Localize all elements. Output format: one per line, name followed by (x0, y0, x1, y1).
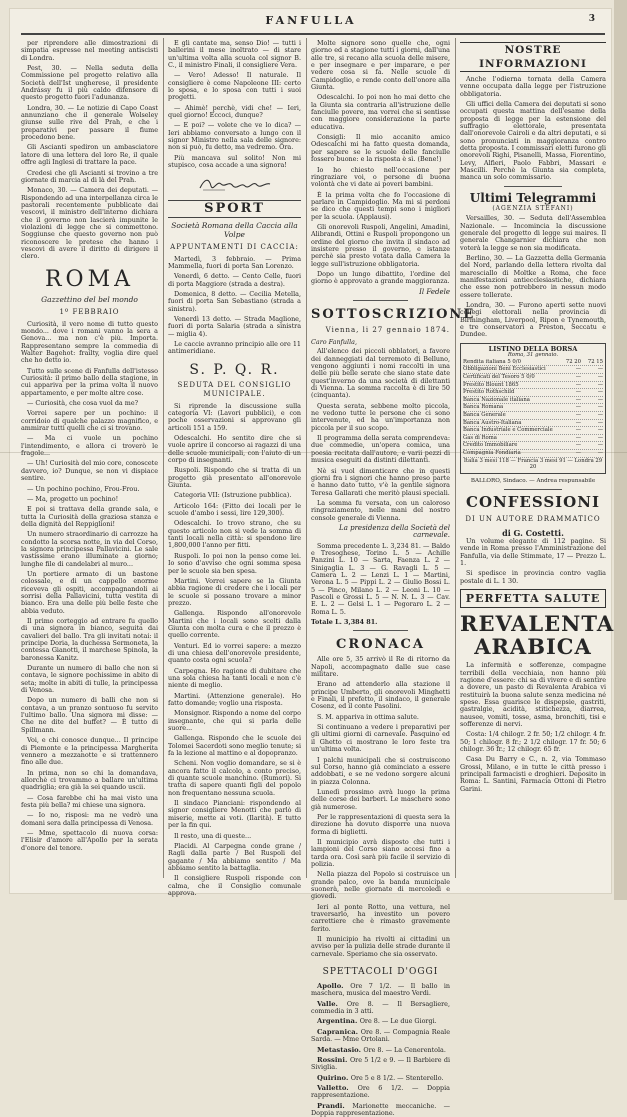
paragraph: Odescalchi. Io poi non ho mai detto che la Giunta sia contraria all'istruzione delle fanciulle povere, ma vorrei che si sentisse con maggiore considerazione la parte educativa. (311, 93, 450, 131)
borsa-price: — (575, 396, 581, 403)
borsa-security: Prestito Rothschild (463, 389, 515, 396)
spettacolo-text: Ore 8. — Le due Giorgi. (359, 1017, 437, 1026)
column-2 (168, 39, 301, 897)
borsa-security: Obbligazioni Beni Ecclesiastici (463, 366, 546, 373)
paragraph: Un portiere armato di un bastone colossale, e di un cappello enorme riceveva gli ospiti, accompagnandoli ai sorrisi della Pallavicini, tutta vestita di bianco. Era una delle più belle feste che abbia veduto. (21, 569, 158, 615)
appointment-item: Domenica, 8 detto. — Cecilia Metella, fuori di porta San Sebastiano (strada a sinistra). (168, 289, 301, 313)
borsa-price: — (575, 412, 581, 418)
borsa-title: LISTINO DELLA BORSA (488, 344, 578, 353)
paragraph: Si continuano a vedere i preparativi per gli ultimi giorni di carnevale. Pasquino ed il Ghetto ci mostrano le loro feste tra un'ultima volta. (311, 723, 450, 754)
borsa-price: — (575, 366, 581, 373)
spettacolo-item (311, 983, 450, 998)
paragraph: Ruspoli. Rispondo che si tratta di un progetto già presentato all'onorevole Giunta. (168, 466, 301, 490)
telegram-subtitle: (AGENZIA STEFANI) (492, 204, 574, 212)
cronaca-article (311, 656, 450, 958)
spettacolo-item (311, 1001, 450, 1016)
borsa-security: Certificati del Tesoro 5 0/0 (463, 374, 535, 381)
appointment-item: Le caccie avranno principio alle ore 11 antimeridiane. (168, 339, 301, 356)
appointment-item: Venerdì, 6 detto. — Cento Celle, fuori di porta Maggiore (strada a destra). (168, 272, 301, 288)
paragraph: È la prima volta che fo l'occasione di parlare in Campidoglio. Ma mi si perdoni se dico che questi tempi sono i migliori per la scuola. (Applausi). (311, 190, 450, 221)
paragraph: — Ma ci vuole un pochino l'intendimento, e allora ci troverò le fragole... (21, 434, 158, 458)
borsa-price: — (597, 427, 603, 434)
cronaca-heading: CRONACA (336, 637, 425, 653)
borsa-note: BALLORO, Sindaco. — Andrea respunsabile (470, 477, 596, 484)
borsa-price: 72 20 (565, 358, 581, 365)
sport-subtitle: Società Romana della Caccia alla Volpe (171, 220, 298, 239)
page-number: 3 (588, 14, 595, 24)
revalenta-heading: REVALENTA ARABICA (460, 611, 615, 660)
masthead-rule (21, 33, 605, 35)
column-rule-2 (306, 38, 307, 878)
spettacolo-text: Ore 5 1/2 e 9. — Il Barbiere di Siviglia. (311, 1055, 450, 1072)
borsa-row (463, 427, 603, 435)
paragraph: Il resto, una di queste... (174, 831, 252, 840)
borsa-security: Banca Industriale e Commerciale (463, 427, 553, 434)
page-fold (0, 452, 627, 453)
paragraph: — Vero! Adesso! Il naturale. Il consigliere è come Napoleone III: certo lo sposa, e lo sposa con tutti i suoi progetti. (168, 71, 301, 102)
borsa-price: — (575, 427, 581, 434)
divider (504, 489, 562, 490)
paragraph: Tutto sulle scene di Fanfulla dell'istesso Curiosità: il primo ballo della stagione, in cui appariva per la prima volta il nuovo appartamento, e per molte altre cose. (21, 366, 158, 397)
sottoscrizione-signature: La presidenza della Società del carnevale. (339, 523, 450, 540)
paragraph: Articolo 164: (Fitto dei locali per le scuole d'ambo i sessi, lire 129,300). (168, 501, 301, 518)
borsa-footer: Italia 3 mesi 118 — Francia 3 mesi 91 — Londra 29 20 (463, 457, 603, 471)
paragraph: Odescalchi. Io trovo strano, che su questo articolo non si vede la somma di tanti locali nella città: si spendono lire 1,800,000 l'anno per fitti. (168, 519, 301, 550)
paragraph: E poi si trattava della grande sala, e tutta la Curiosità della graziosa stanza e della dignità del Reppiglioni! (21, 505, 158, 528)
paragraph: Anche l'odierna tornata della Camera venne occupata dalla legge per l'istruzione obbligatoria. (460, 75, 606, 98)
paragraph: Categoria VII: (Istruzione pubblica). (174, 491, 292, 500)
paragraph: Il primo corteggio ad entrare fu quello di una signora in bianco, seguita dai cavalieri del ballo. Tra gli invitati notai: il principe Doria, la duchessa Sermoneta, la contessa Gianotti, il marchese Spinola, la baronessa Kanitz. (21, 617, 158, 662)
signature-il-fedele: Il Fedele (419, 287, 450, 296)
roma-subtitle: Gazzettino del bel mondo (41, 294, 138, 304)
paragraph: Credesi che gli Ascianti si trovino a tre giornate di marcia al di là del Prah. (21, 168, 158, 184)
paragraph: — Curiosità, che cosa vuol da me? (27, 399, 139, 408)
paragraph: Questa serata, sebbene molto piccola, ne vedono tutte le persone che ci sono intervenute, ed ha un'importanza non piccola per il suo scopo. (311, 401, 450, 432)
borsa-security: Credito Immobiliare (463, 442, 518, 449)
paragraph: Placidi. Al Carpegna conde grane / Ragli dalla parte / Bel Ruspoli del gagante / Ma abbiamo sentito / Ma abbiamo sentito la battaglia. (168, 841, 301, 872)
borsa-price: — (575, 381, 581, 388)
gazzettino-continuation (168, 40, 301, 170)
borsa-price: 72 15 (587, 358, 603, 365)
spettacolo-text: Ore 8. — Il Bersagliere, commedia in 3 atti. (311, 999, 450, 1016)
paragraph: I palchi municipali che si costruiscono sul Corso, hanno già cominciato a essere addobbati, e se ne vedono sorgere alcuni in piazza Colonna. (311, 755, 450, 786)
subscription-list: Somma precedente L. 3,234 81. — Baldo e Tresoghese, Torino L. 5 — Achille Panzini L. 10 — Sarta, Faenza L. 2 — Sinigaglia L. 3 — G. Ravagli L. 5 — Camera L. 2 — Lenzi L. 1 — Martini, Verona L. 5 — Pippi L. 2 — Giulio Bossi L. 5 — Pinco, Milano L. 2 — Leoni L. 10 — Pascoli e Grossi L. 5 — N. N. L. 3 — Cav. E. L. 2 — Gelsi L. 1 — Pegoraro L. 2 — Roma L. 5. (311, 541, 450, 616)
spqr-subtitle: SEDUTA DEL CONSIGLIO MUNICIPALE. (177, 380, 292, 398)
paragraph: Odescalchi. Ho sentito dire che si vuole aprire il concorso ai ragazzi di una delle scuole municipali, con l'aiuto di un corpo di insegnanti. (168, 434, 301, 465)
borsa-price: — (597, 381, 603, 388)
spettacolo-text: Ore 6 1/2. — Doppia rappresentazione. (311, 1083, 450, 1100)
borsa-price: — (597, 419, 603, 426)
spettacoli-list (311, 983, 450, 1117)
borsa-row (463, 442, 603, 450)
paragraph: Si riprende la discussione sulla categoria VI: (Lavori pubblici), e con poche osservazioni si approvano gli articoli 151 a 159. (168, 401, 301, 432)
borsa-price: — (575, 404, 581, 411)
paragraph: Alle ore 5, 35 arrivò il Re di ritorno da Napoli, accompagnato dalle sue case militare. (311, 655, 450, 679)
paragraph: Casa Du Barry e C., n. 2, via Tommaso Grossi, Milano, e in tutte le città presso i principali farmacisti e droghieri. Deposito in Roma: L. Santini, Farmacia Ottoni di Pietro Garini. (460, 755, 606, 793)
paragraph: Martini. (Attenzione generale). Ho fatto domande; voglio una risposta. (168, 691, 301, 707)
paragraph: Gli Ascianti spediron un ambasciatore latore di una lettera del loro Re, il quale offre agli Inglesi di trattare la pace. (21, 143, 158, 167)
sport-heading: SPORT (168, 200, 301, 218)
paragraph: Costa: 1/4 chilogr. 2 fr. 50; 1/2 chilogr. 4 fr. 50; 1 chilogr. 8 fr.; 2 1/2 chilogr. 17 fr. 50; 6 chilogr. 36 fr.; 12 chilogr. 65 fr. (460, 730, 606, 753)
borsa-price: — (575, 442, 581, 449)
borsa-security: Compagnia Fondiaria (463, 449, 521, 456)
paragraph: Curiosità, il vero nome di tutto questo mondo... dove i romani vanno la sera a Genova... ma non c'è più. Importa. Rappresentano sempre la commedia di Walter Bagehot: frailty, voglia dire quel che ho detto io. (21, 319, 158, 365)
roma-dateline: 1º FEBBRAIO (59, 307, 120, 316)
theatre-name: Valle. (317, 999, 347, 1008)
column-rule-3 (455, 38, 456, 878)
paragraph: — Ahimè! perchè, vidi che! — Ieri, quel giorno! Eccoci, dunque? (168, 103, 301, 120)
theatre-name: Metastasio. (317, 1045, 364, 1054)
sottoscrizione-heading: SOTTOSCRIZIONE (311, 307, 476, 322)
borsa-table (460, 343, 606, 474)
theatre-name: Argentina. (317, 1017, 360, 1026)
paragraph: Un numero straordinario di carrozze ha condotto la scorsa notte, in via del Corso, la signora principessa Pallavicini. Le sale vastissime erano illuminate a giorno; lunghe file di candelabri al muro... (21, 530, 158, 568)
borsa-rows (463, 359, 603, 458)
paragraph: Il municipio ha rivolti ai cittadini un avviso per la pulizia delle strade durante il carnevale. Speriamo che sia osservato. (311, 935, 450, 958)
borsa-dateline: Roma, 31 gennaio. (507, 352, 559, 359)
appointment-item: Venerdì 13 detto. — Strada Maglione, fuori di porta Salaria (strada a sinistra — miglia 4). (168, 314, 301, 338)
paragraph: Ruspoli. Io poi non la penso come lei. Io sono d'avviso che ogni somma spesa per le scuole sia ben spesa. (168, 551, 301, 575)
divider (353, 300, 409, 301)
paragraph: Più mancava sul solito! Non mi stupisco, cosa accade a una signora! (168, 153, 301, 170)
sottoscrizione-salutation: Caro Fanfulla, (311, 338, 357, 346)
paragraph: Per le rappresentazioni di questa sera la direzione ha dovuto disporre una nuova forma di biglietti. (311, 812, 450, 836)
paragraph: S. M. appariva in ottima salute. (317, 712, 419, 721)
borsa-security: Banca Nazionale italiana (463, 396, 530, 403)
borsa-row (463, 382, 603, 390)
frou-frou-signature (195, 174, 275, 194)
paragraph: Monsignor. Rispondo a nome del corpo insegnante, che qui si parla delle suore... (168, 709, 301, 733)
paragraph: Molte signore sono quelle che, ogni giorno ed a stagione tutti i giorni, dall'una alle tre, si recano alla scuola delle misere, e per insegnare e per imparare, e per vedere cosa si fa. Nelle scuole di Campidoglio, e rende conto dell'onore alla Giunta. (311, 39, 450, 92)
borsa-price: — (575, 374, 581, 381)
borsa-row (463, 397, 603, 405)
borsa-security: Banca Generale (463, 412, 506, 418)
borsa-security: Rendita italiana 5 0/0 (463, 358, 521, 365)
spettacolo-item (311, 1029, 450, 1044)
borsa-security: Banca Romana (463, 404, 504, 411)
borsa-price: — (575, 389, 581, 396)
paragraph: — Io no, risposi: ma ne vedrò una domani sera dalla principessa di Venosa. (21, 811, 158, 827)
borsa-security: Prestito Blount 1865 (463, 381, 519, 388)
borsa-price: — (597, 449, 603, 456)
informazioni-article (460, 76, 606, 182)
spettacolo-item (311, 1103, 450, 1117)
telegram-item: Londra, 30. — Furono aperti sette nuovi collegi elettorali nella provincia di Birmingham, Liverpool, Ripon e Tynemouth, e tre conservatori a Preston, Seccatu e Dundee. (460, 300, 606, 339)
paragraph: Gallenga. Rispondo che le scuole dei Tolomei Sacerdoti sono meglio tenute; si fa la lezione al mattino e al dopopranzo. (168, 734, 301, 758)
column-4 (460, 40, 615, 880)
sport-appointments (168, 256, 301, 356)
paragraph: Il sindaco Pianciani: rispondendo al signor consigliere Menotti che parlò di miserie, mette ai voti. (Ilarità). E tutto per la fin qui. (168, 799, 301, 830)
borsa-price: — (597, 366, 603, 373)
spettacolo-item (311, 1057, 450, 1072)
paragraph: Gli onorevoli Ruspoli, Angelini, Amadini, Alibrandi, Ottini e Ruspoli propongono un ordine del giorno che invita il sindaco ad insistere presso il governo, e istanze perchè sia presto votata dalla Camera la legge sull'istruzione obbligatoria. (311, 222, 450, 268)
borsa-price: — (575, 434, 581, 441)
borsa-row (463, 389, 603, 397)
borsa-price: — (597, 396, 603, 403)
spqr-continuation (311, 40, 450, 286)
sottoscrizione-letter (311, 348, 450, 522)
borsa-row (463, 366, 603, 374)
paragraph: Erano ad attenderlo alla stazione il principe Umberto, gli onorevoli Minghetti e Finali, il prefetto, il sindaco, il generale Cosenz, ed il conte Pasolini. (311, 680, 450, 711)
paragraph: La infermità e sofferenze, compagne terribili della vecchiaia, non hanno più ragione d'essere: chi sa di vivere e di sentire a dovere, un pasto di Revalenta Arabica vi restituirà la buona salute senza medicina né spese. Essa guarisce le dispepsie, gastriti, gastralgie, acidità, stitichezza, diarrea, nausee, vomiti, tosse, asma, bronchiti, tisi e sofferenze di nervi. (460, 661, 606, 728)
theatre-name: Prandi. (317, 1101, 353, 1110)
borsa-price: — (575, 419, 581, 426)
divider (504, 186, 562, 187)
theatre-name: Valletto. (317, 1083, 358, 1092)
paragraph: In prima, non so chi la domandava, allorchè ci trovammo a ballare un'ultima quadriglia; era già la sei quando uscii. (21, 768, 158, 792)
borsa-row (463, 374, 603, 382)
paragraph: Scheni. Non voglio domandare, se si è ancora fatto il calcolo, a conto preciso, di quante scuole manchino. (Rumori). Si tratta di sapere quanti figli del popolo non frequentano nessuna scuola. (168, 759, 301, 797)
spqr-article (168, 403, 301, 898)
confessioni-text: Un volume elegante di 112 pagine. Si vende in Roma presso l'Amministrazione del Fanfulla, via delle Stimmate, 17 — Prezzo L. 1. (460, 537, 606, 568)
paragraph: Dopo un lungo dibattito, l'ordine del giorno è approvato a grande maggioranza. (311, 269, 450, 286)
paragraph: Consigli: Il mio accanito amico Odescalchi mi ha fatto questa domanda, per sapere se le scuole delle fanciulle fossero buone: e la risposta è sì. (Bene!) (311, 133, 450, 164)
borsa-row (463, 359, 603, 367)
borsa-row (463, 404, 603, 412)
confessioni-heading: CONFESSIONI (466, 493, 600, 512)
confessioni-subtitle: DI UN AUTORE DRAMMATICO (465, 515, 601, 524)
telegram-item: Berlino, 30. — La Gazzetta della Germania del Nord, parlando della lettera rivolta dal maresciallo di Moltke a Roma, che fece manifestazioni antiecclesiastiche, dichiara che esse non potrebbero in nessun modo essere tollerate. (460, 253, 606, 299)
paragraph: Martini. Vorrei sapere se la Giunta abbia ragione di credere che i locali per le scuole si possano trovare a minor prezzo. (168, 576, 301, 607)
theatre-name: Apollo. (317, 982, 351, 991)
sottoscrizione-dateline: Vienna, li 27 gennaio 1874. (325, 326, 450, 334)
paragraph: — Mme, spettacolo di nuova corsa: l'Elisir d'amore all'Apollo per la serata d'onore del tenore. (21, 828, 158, 852)
borsa-price: — (597, 374, 603, 381)
paragraph: Nella piazza del Popolo si costruisce un grande palco, ove la banda municipale suonerà, nelle giornate di mercoledì e giovedì. (311, 870, 450, 901)
spettacolo-text: Ore 5 e 8 1/2. — Stenterello. (350, 1073, 444, 1082)
paragraph: Venturi. Ed io vorrei sapere: a mezzo di una chiesa dell'onorevole presidente, quanto costa ogni scuola? (168, 641, 301, 665)
paragraph: — Un pochino pochino, Frou-Frou. (27, 484, 140, 493)
paragraph: Io ho chiesto nell'occasione per ringraziare voi, o persone di buona volontà che vi date ai poveri bambini. (311, 165, 450, 189)
subscription-total: Totale L. 3,384 81. (311, 618, 378, 627)
spettacolo-item (311, 1047, 450, 1054)
paragraph: Ieri al ponte Rotto, una vettura, nel traversarlo, ha investito un povero carrettiere che è rimasto gravemente ferito. (311, 902, 450, 933)
spettacolo-item (311, 1018, 450, 1025)
column-1 (21, 40, 158, 880)
confessioni-note: Si spedisce in provincia contro vaglia postale di L. 1 30. (460, 569, 606, 585)
theatre-name: Rossini. (317, 1055, 350, 1064)
paragraph: Londra, 30. — Le notizie di Capo Coast annunziano che il generale Wolseley giunse sulle rive del Prah, e che i preparativi per passare il fiume procedono bene. (21, 103, 158, 142)
column-rule-1 (163, 38, 164, 878)
confessioni-author: di G. Costetti. (502, 528, 564, 539)
borsa-price: — (597, 389, 603, 396)
borsa-row (463, 420, 603, 428)
spettacolo-item (311, 1085, 450, 1100)
borsa-price: — (597, 434, 603, 441)
paragraph: All'elenco dei piccoli obblatori, a favore dei danneggiati dal terremoto di Belluno, vengono aggiunti i nomi raccolti in una delle più belle serate che siano state date quest'inverno da una società di dilettanti di Vienna. La somma raccolta è di lire 50 (cinquanta). (311, 347, 450, 400)
paragraph: La somma fu versata, con un caloroso ringraziamento, nelle mani del nostro console generale di Vienna. (311, 498, 450, 522)
borsa-price: — (597, 404, 603, 411)
paragraph: E gli cantate ma, senso Dio! — tutti i ballerini il mese inoltrato — di stare un'ultima volta alla scuola col signor B. C., il ministro Finali, il consigliere Vera. (168, 39, 301, 70)
paragraph: Gli uffici della Camera dei deputati si sono occupati questa mattina dell'esame della proposta di legge per la estensione del suffragio elettorale, presentata dall'onorevole Cairoli e da altri deputati, e si sono pronunciati in maggioranza contro detta proposta. I commissari eletti furono gli onorevoli Righi, Pisanelli, Massa, Fiorentino, Levy, Alfieri, Paolo Fabbri, Massari e Mascilli. Perchè la Giunta sia completa, manca un solo commissario. (460, 100, 606, 182)
spqr-heading: S. P. Q. R. (189, 361, 280, 378)
paragraph: Il consigliere Ruspoli risponde con calma, che il Consiglio comunale approva. (168, 874, 301, 897)
paragraph: Nè si vuol dimenticare che in questi giorni fra i signori che hanno preso parte e hanno dato tutto, v'è la gentile signora Teresa Gallarati che meritò plausi speciali. (311, 466, 450, 497)
paragraph: Gallenga. Rispondo all'onorevole Martini che i locali sono scelti dalla Giunta con molta cura e che il prezzo è quello corrente. (168, 609, 301, 640)
borsa-price: — (597, 412, 603, 418)
borsa-row (463, 435, 603, 443)
spettacolo-text: Marionette meccaniche. — Doppia rappresentazione. (311, 1101, 450, 1117)
borsa-price: — (597, 442, 603, 449)
paragraph: — Uh! Curiosità del mio core, conoscete davvero, io? Dunque, se non vi dispiace sentire. (21, 459, 158, 483)
scan-edge (614, 0, 627, 900)
column-3 (311, 39, 476, 1117)
telegram-list (460, 215, 606, 339)
paragraph: — Cosa farebbe chi ha mai visto una festa più bella? mi chiese una signora. (21, 793, 158, 809)
borsa-row (463, 412, 603, 420)
paragraph: Monaco, 30. — Camera dei deputati. — Rispondendo ad una interpellanza circa le pastorali recentemente pubblicate dai vescovi, il ministro dell'interno dichiara che il governo non lascierà impunite le violazioni di legge che si commettono. Soggiunse che questo governo non può riconoscere le pretese che hanno i vescovi di avere il diritto di dirigere il clero. (21, 186, 158, 261)
masthead-title: FANFULLA (265, 14, 357, 27)
paragraph: Durante un numero di ballo che non si contava, le signore pochissime in abito di seta; molte in abiti di tulle, la principessa di Venosa. (21, 664, 158, 695)
paragraph: — E poi? — volete che ve lo dica? — Ieri abbiamo conversato a lungo con il signor Ministro nella sala delle signore: non si può, fu detto, ma vedremo. Ora. (168, 121, 301, 152)
paragraph: Il programma della serata comprendeva: due commedie, un'opera comica, una poesia recitata dall'autore, e varii pezzi di musica eseguiti da distinti dilettanti. (311, 434, 450, 465)
roma-heading: ROMA (44, 266, 134, 292)
perfetta-salute-heading: PERFETTA SALUTE (460, 589, 606, 608)
borsa-security: Banca Austro-Italiana (463, 419, 522, 426)
sport-appointments-head: APPUNTAMENTI DI CACCIA: (170, 242, 299, 251)
theatre-name: Capranica. (317, 1027, 361, 1036)
spettacoli-heading: SPETTACOLI D'OGGI (322, 967, 439, 978)
paragraph: per riprendere alle dimostrazioni di simpatia espresse nel meeting antiscisti di Londra. (21, 39, 158, 62)
paragraph: Dopo un numero di balli che non si contava, a un pranzo sontuoso fu servito l'ultimo ballo. Una signora mi disse: — Che ne dite del buffet? — È tutto di Spillmann. (21, 696, 158, 734)
paragraph: Pest, 30. — Nella seduta della Commissione pel progetto relativo alla Società dell'Ist ungherese, il presidente Andrássy fu il più caldo difensore di questo progetto fuori l'adunanza. (21, 64, 158, 102)
appointment-item: Martedì, 3 febbraio. — Prima Mammella, fuori di porta San Lorenzo. (168, 254, 301, 270)
paragraph: — Ma, progetto un pochino! (27, 494, 119, 503)
theatre-name: Quirino. (317, 1073, 351, 1082)
telegram-item: Versailles, 30. — Seduta dell'Assemblea Nazionale. — Incomincia la discussione generale del progetto di legge sui maires. Il generale Changarnier dichiara che non voterà la legge se non sia modificata. (460, 214, 606, 252)
divider (353, 630, 409, 631)
borsa-price: — (575, 449, 581, 456)
paragraph: Lunedì prossimo avrà luogo la prima delle corse dei barberi. Le maschere sono già numerose. (311, 787, 450, 811)
revalenta-advert (460, 662, 606, 793)
nostre-informazioni-heading: NOSTRE INFORMAZIONI (460, 42, 606, 72)
paragraph: Voi, e chi conosce dunque... Il principe di Piemonte e la principessa Margherita vennero a mezzanotte e si trattennero fino alle due. (21, 736, 158, 767)
borsa-security: Gas di Roma (463, 434, 497, 441)
spettacolo-text: Ore 7 1/2. — Il ballo in maschera, musica del maestro Verdi. (311, 982, 450, 998)
telegram-heading: Ultimi Telegrammi (469, 190, 597, 205)
paragraph: Vorrei sapere per un pochino: il corridoio di qualche palazzo magnifico, e ammirar tutti quelli che ci si trovano. (21, 409, 158, 433)
telegram-continuation (21, 40, 158, 261)
spettacolo-item (311, 1075, 450, 1082)
roma-article (21, 321, 158, 852)
paragraph: Carpegna. Ho ragione di dubitare che una sola chiesa ha tanti locali e non c'è niente di meglio. (168, 666, 301, 690)
spettacolo-text: Ore 8. — La Cenerentola. (363, 1045, 446, 1054)
spettacolo-text: Ore 8. — Compagnia Reale Sarda. — Mme Ortolani. (311, 1027, 450, 1044)
paragraph: Il municipio avrà disposto che tutti i lampioni del Corso siano accesi fino a tarda ora. Così sarà più facile il servizio di polizia. (311, 837, 450, 868)
